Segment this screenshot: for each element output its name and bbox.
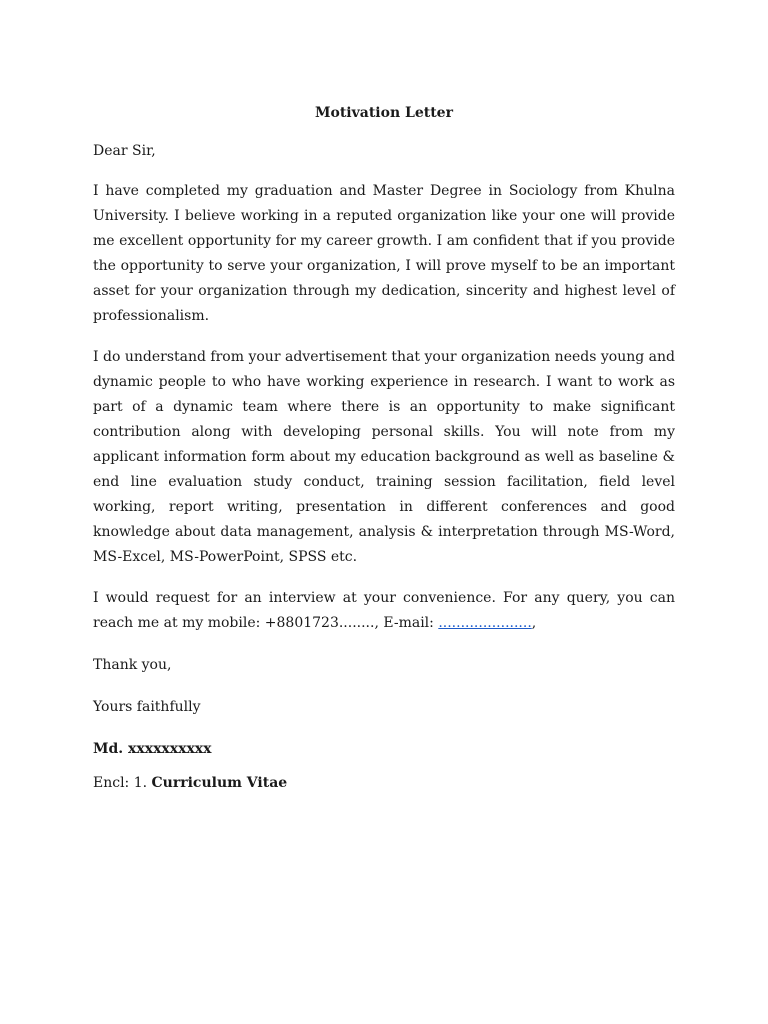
paragraph-experience: I do understand from your advertisement that your organization needs young and dynamic people to who have working experience in research. I want to work as part of a dynamic team where there is an opportunity to make significant contribution along with developing personal skills. You will note from my applicant information form about my education background as well as baseline & end line evaluation study conduct, training session facilitation, field level working, report writing, presentation in different conferences and good knowledge about data management, analysis & interpretation through MS-Word, MS-Excel, MS-PowerPoint, SPSS etc. xyxy=(93,349,675,565)
contact-text: I would request for an interview at your convenience. For any query, you can reach me at my mobile: +8801723........, E-mail: xyxy=(93,590,675,631)
enclosure-prefix: Encl: 1. xyxy=(93,775,152,791)
contact-end: , xyxy=(531,615,537,631)
email-link[interactable]: ..................... xyxy=(438,615,532,631)
salutation: Dear Sir, xyxy=(93,143,156,159)
thanks-line: Thank you, xyxy=(93,657,172,673)
paragraph-contact xyxy=(93,586,675,636)
letter-body xyxy=(93,104,675,796)
enclosure-line xyxy=(93,771,675,796)
closing-line: Yours faithfully xyxy=(93,699,201,715)
letter-title: Motivation Letter xyxy=(315,105,453,121)
enclosure-item: Curriculum Vitae xyxy=(151,775,288,791)
paragraph-education: I have completed my graduation and Master Degree in Sociology from Khulna University. I believe working in a reputed organization like your one will provide me excellent opportunity for my career growth. I am confident that if you provide the opportunity to serve your organization, I will prove myself to be an important asset for your organization through my dedication, sincerity and highest level of professionalism. xyxy=(93,183,675,324)
signature-name: Md. xxxxxxxxxx xyxy=(93,741,212,757)
